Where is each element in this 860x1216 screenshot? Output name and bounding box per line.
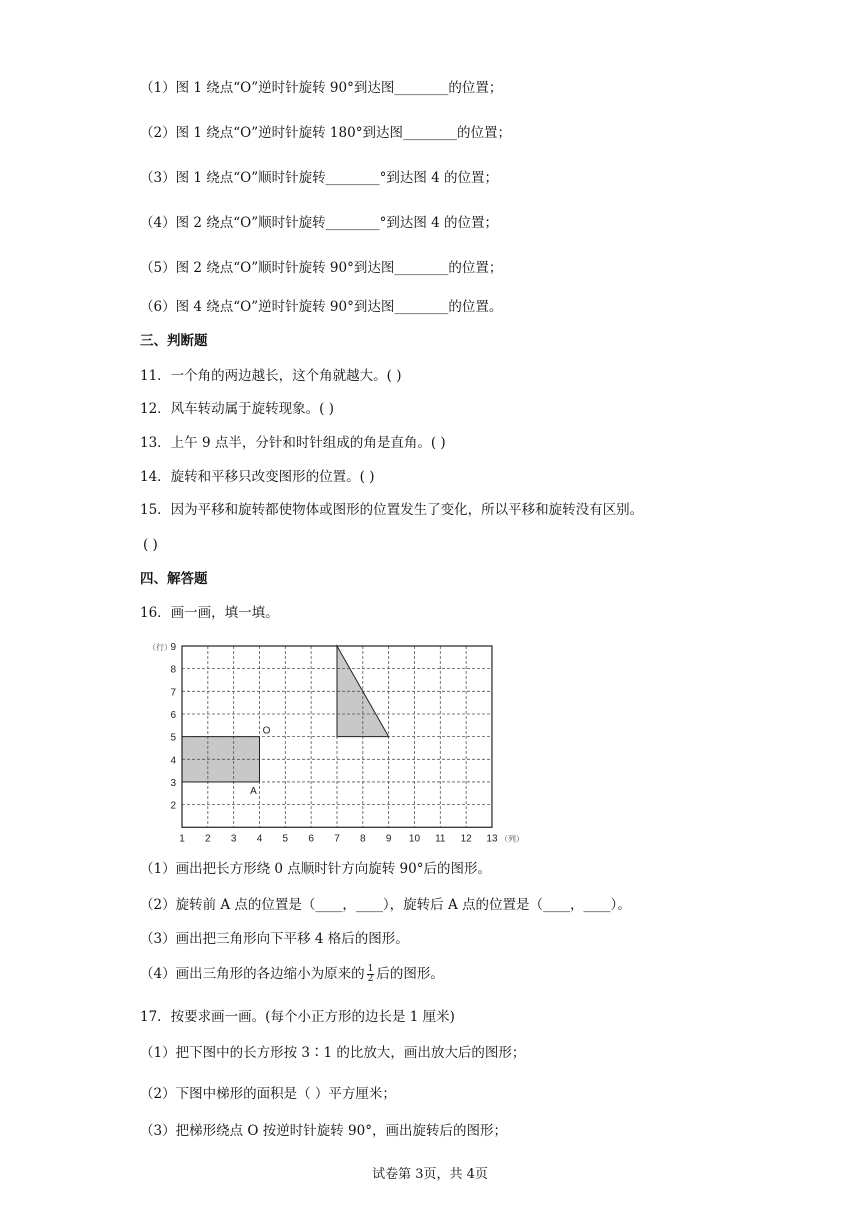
- q16-sub-2: （2）旋转前 A 点的位置是（____，____），旋转后 A 点的位置是（____，____）。: [140, 897, 631, 913]
- column-tick-label: 10: [408, 833, 421, 845]
- row-tick-label: 9: [170, 642, 176, 653]
- point-o-label: O: [262, 725, 271, 737]
- column-tick-label: 8: [360, 833, 366, 845]
- column-tick-label: 6: [308, 833, 314, 845]
- row-tick-label: 2: [170, 800, 176, 812]
- row-tick-label: 5: [170, 732, 176, 744]
- page-footer: 试卷第 3页，共 4页: [372, 1167, 488, 1182]
- part2-question-4: （4）图 2 绕点“O”顺时针旋转________°到达图 4 的位置；: [140, 215, 499, 231]
- question-17-title: 17．按要求画一画。(每个小正方形的边长是 1 厘米): [140, 1009, 455, 1025]
- q16-sub-1: （1）画出把长方形绕 0 点顺时针方向旋转 90°后的图形。: [140, 861, 491, 877]
- judge-question-15: 15．因为平移和旋转都使物体或图形的位置发生了变化，所以平移和旋转没有区别。: [140, 502, 644, 518]
- column-tick-label: 12: [460, 833, 472, 845]
- section-3-title: 三、判断题: [140, 333, 208, 349]
- question-16-title: 16．画一画，填一填。: [140, 605, 279, 621]
- q17-sub-3: （3）把梯形绕点 O 按逆时针旋转 90°，画出旋转后的图形；: [140, 1123, 507, 1139]
- row-tick-label: 8: [170, 664, 176, 676]
- section-4-title: 四、解答题: [140, 571, 208, 587]
- q16-sub-3: （3）画出把三角形向下平移 4 格后的图形。: [140, 931, 409, 947]
- column-tick-label: 7: [334, 833, 340, 845]
- column-tick-label: 11: [435, 833, 446, 845]
- column-tick-label: 2: [205, 833, 211, 845]
- judge-question-14: 14．旋转和平移只改变图形的位置。( ): [140, 469, 375, 485]
- column-tick-label: 4: [256, 833, 263, 845]
- column-tick-label: 3: [230, 833, 237, 845]
- part2-question-3: （3）图 1 绕点“O”顺时针旋转________°到达图 4 的位置；: [140, 170, 499, 186]
- column-axis-label: （列）: [499, 834, 524, 844]
- part2-question-1: （1）图 1 绕点“O”逆时针旋转 90°到达图________的位置；: [140, 80, 503, 96]
- fraction-numerator: 1: [367, 964, 374, 974]
- row-tick-label: 3: [170, 777, 176, 789]
- column-tick-label: 1: [179, 833, 185, 845]
- q16-sub-4-text-before: （4）画出三角形的各边缩小为原来的: [140, 966, 365, 982]
- coordinate-grid-figure: [140, 636, 540, 846]
- point-a-label: A: [250, 785, 257, 797]
- row-tick-label: 6: [170, 709, 176, 721]
- part2-question-5: （5）图 2 绕点“O”顺时针旋转 90°到达图________的位置；: [140, 260, 503, 276]
- one-half-fraction: [367, 965, 375, 984]
- judge-question-12: 12．风车转动属于旋转现象。( ): [140, 401, 335, 417]
- q17-sub-1: （1）把下图中的长方形按 3∶1 的比放大，画出放大后的图形；: [140, 1045, 526, 1061]
- judge-question-15-answer: ( ): [143, 537, 158, 553]
- row-axis-label: （行）: [148, 643, 172, 652]
- q16-sub-4: [140, 965, 444, 984]
- row-tick-label: 4: [170, 755, 176, 767]
- q17-sub-2: （2）下图中梯形的面积是（ ）平方厘米；: [140, 1086, 396, 1102]
- judge-question-13: 13．上午 9 点半，分针和时针组成的角是直角。( ): [140, 435, 446, 451]
- row-tick-label: 7: [170, 687, 176, 699]
- fraction-denominator: 2: [367, 974, 374, 984]
- judge-question-11: 11．一个角的两边越长，这个角就越大。( ): [140, 368, 402, 384]
- column-tick-label: 9: [385, 833, 392, 845]
- part2-question-6: （6）图 4 绕点“O”逆时针旋转 90°到达图________的位置。: [140, 299, 503, 315]
- column-tick-label: 13: [486, 833, 498, 845]
- column-tick-label: 5: [282, 833, 289, 845]
- part2-question-2: （2）图 1 绕点“O”逆时针旋转 180°到达图________的位置；: [140, 125, 511, 141]
- q16-sub-4-text-after: 后的图形。: [376, 966, 444, 982]
